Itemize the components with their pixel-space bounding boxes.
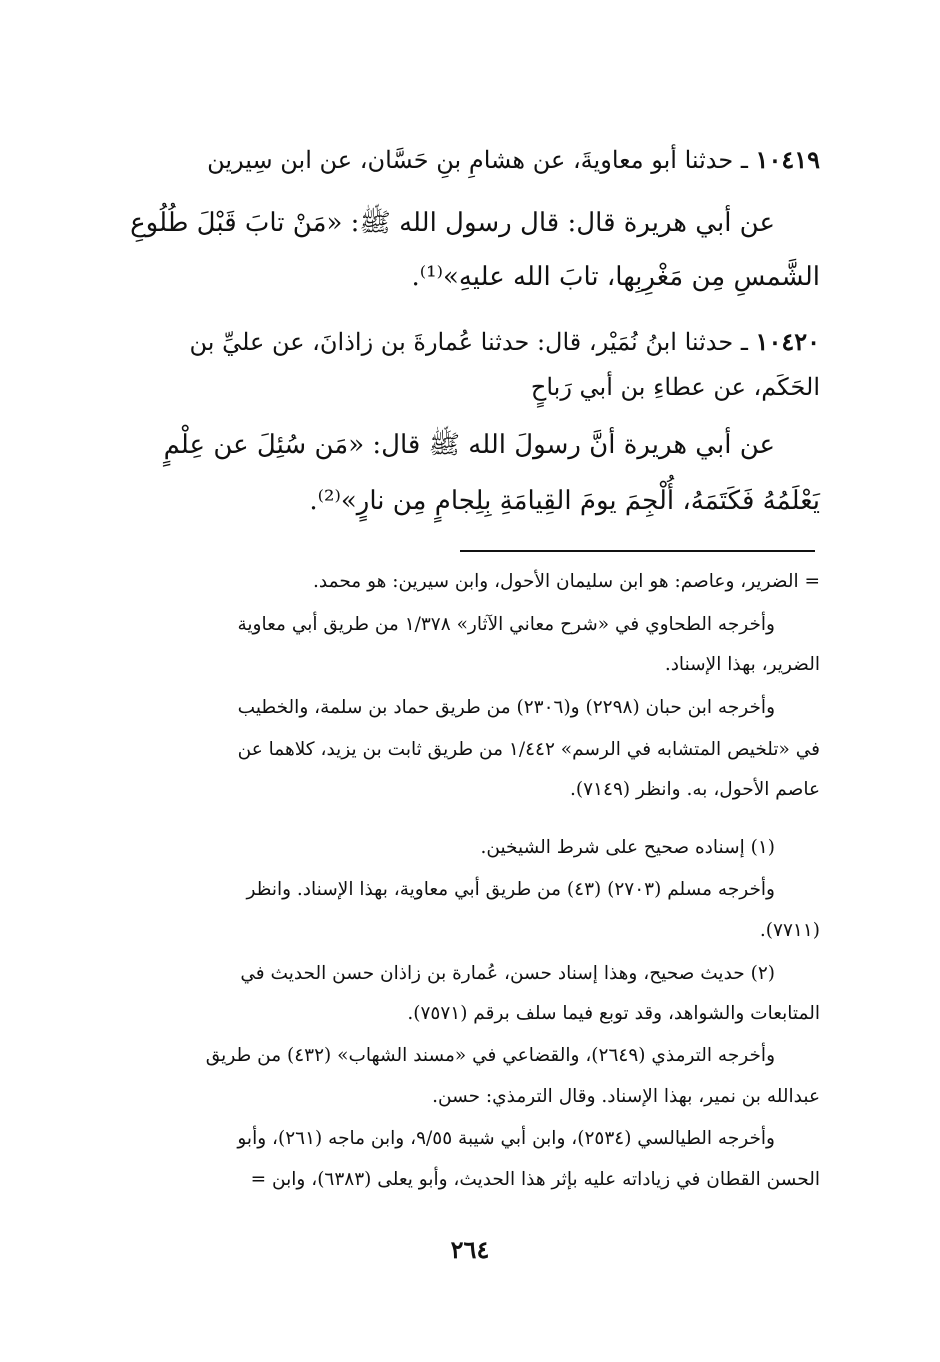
footnote-2-line-6: الحسن القطان في زياداته عليه بإثر هذا الحديث، وأبو يعلى (٦٣٨٣)، وابن = <box>250 1169 820 1190</box>
footnote-continuation-line-6: عاصم الأحول، به. وانظر (٧١٤٩). <box>570 779 820 800</box>
footnote-1-line-3: (٧٧١١). <box>759 920 820 941</box>
hadith-number: ١٠٤١٩ <box>755 145 820 174</box>
footnote-2-line-3: وأخرجه الترمذي (٢٦٤٩)، والقضاعي في «مسند الشهاب» (٤٣٢) من طريق <box>205 1045 775 1066</box>
hadith-10419-line-1 <box>120 145 820 174</box>
footnote-continuation-line-1: = الضرير، وعاصم: هو ابن سليمان الأحول، وابن سيرين: هو محمد. <box>313 571 820 592</box>
hadith-10419-line-2: عن أبي هريرة قال: قال رسول الله ﷺ: «مَنْ تابَ قَبْلَ طُلُوعِ <box>130 208 775 238</box>
footnote-continuation-line-2: وأخرجه الطحاوي في «شرح معاني الآثار» ١/٣٧٨ من طريق أبي معاوية <box>237 614 775 635</box>
hadith-10420-line-1 <box>120 327 820 356</box>
hadith-10420-line-3: عن أبي هريرة أنَّ رسولَ الله ﷺ قال: «مَن سُئِلَ عن عِلْمٍ <box>163 430 775 460</box>
footnote-divider <box>460 550 815 552</box>
footnote-2-line-2: المتابعات والشواهد، وقد توبع فيما سلف برقم (٧٥٧١). <box>407 1003 820 1024</box>
hadith-10419-line-3: الشَّمسِ مِن مَغْرِبِها، تابَ الله عليهِ»⁽¹⁾. <box>411 262 820 292</box>
page-number: ٢٦٤ <box>450 1235 490 1264</box>
footnote-2-line-1: (٢) حديث صحيح، وهذا إسناد حسن، عُمارة بن زاذان حسن الحديث في <box>240 963 775 984</box>
hadith-10420-line-2: الحَكَم، عن عطاءِ بن أبي رَباحٍ <box>530 373 820 401</box>
footnote-continuation-line-4: وأخرجه ابن حبان (٢٢٩٨) و(٢٣٠٦) من طريق حماد بن سلمة، والخطيب <box>237 697 775 718</box>
footnote-2-line-5: وأخرجه الطيالسي (٢٥٣٤)، وابن أبي شيبة ٩/٥٥، وابن ماجه (٢٦١)، وأبو <box>237 1128 775 1149</box>
footnote-1-line-2: وأخرجه مسلم (٢٧٠٣) (٤٣) من طريق أبي معاوية، بهذا الإسناد. وانظر <box>246 879 775 900</box>
hadith-text: ـ حدثنا أبو معاويةَ، عن هشامِ بنِ حَسَّان، عن ابن سِيرين <box>207 146 748 174</box>
hadith-text: ـ حدثنا ابنُ نُمَيْر، قال: حدثنا عُمارةَ بن زاذانَ، عن عليِّ بن <box>189 328 748 356</box>
hadith-10420-line-4: يَعْلَمُهُ فَكَتَمَهُ، أُلْجِمَ يومَ القِيامَةِ بِلِجامٍ مِن نارٍ»⁽²⁾. <box>309 486 820 516</box>
footnote-continuation-line-3: الضرير، بهذا الإسناد. <box>664 654 820 675</box>
footnote-2-line-4: عبدالله بن نمير، بهذا الإسناد. وقال الترمذي: حسن. <box>432 1086 820 1107</box>
hadith-number: ١٠٤٢٠ <box>755 327 820 356</box>
footnote-continuation-line-5: في «تلخيص المتشابه في الرسم» ١/٤٤٢ من طريق ثابت بن يزيد، كلاهما عن <box>237 739 820 760</box>
footnote-1-line-1: (١) إسناده صحيح على شرط الشيخين. <box>480 837 775 858</box>
